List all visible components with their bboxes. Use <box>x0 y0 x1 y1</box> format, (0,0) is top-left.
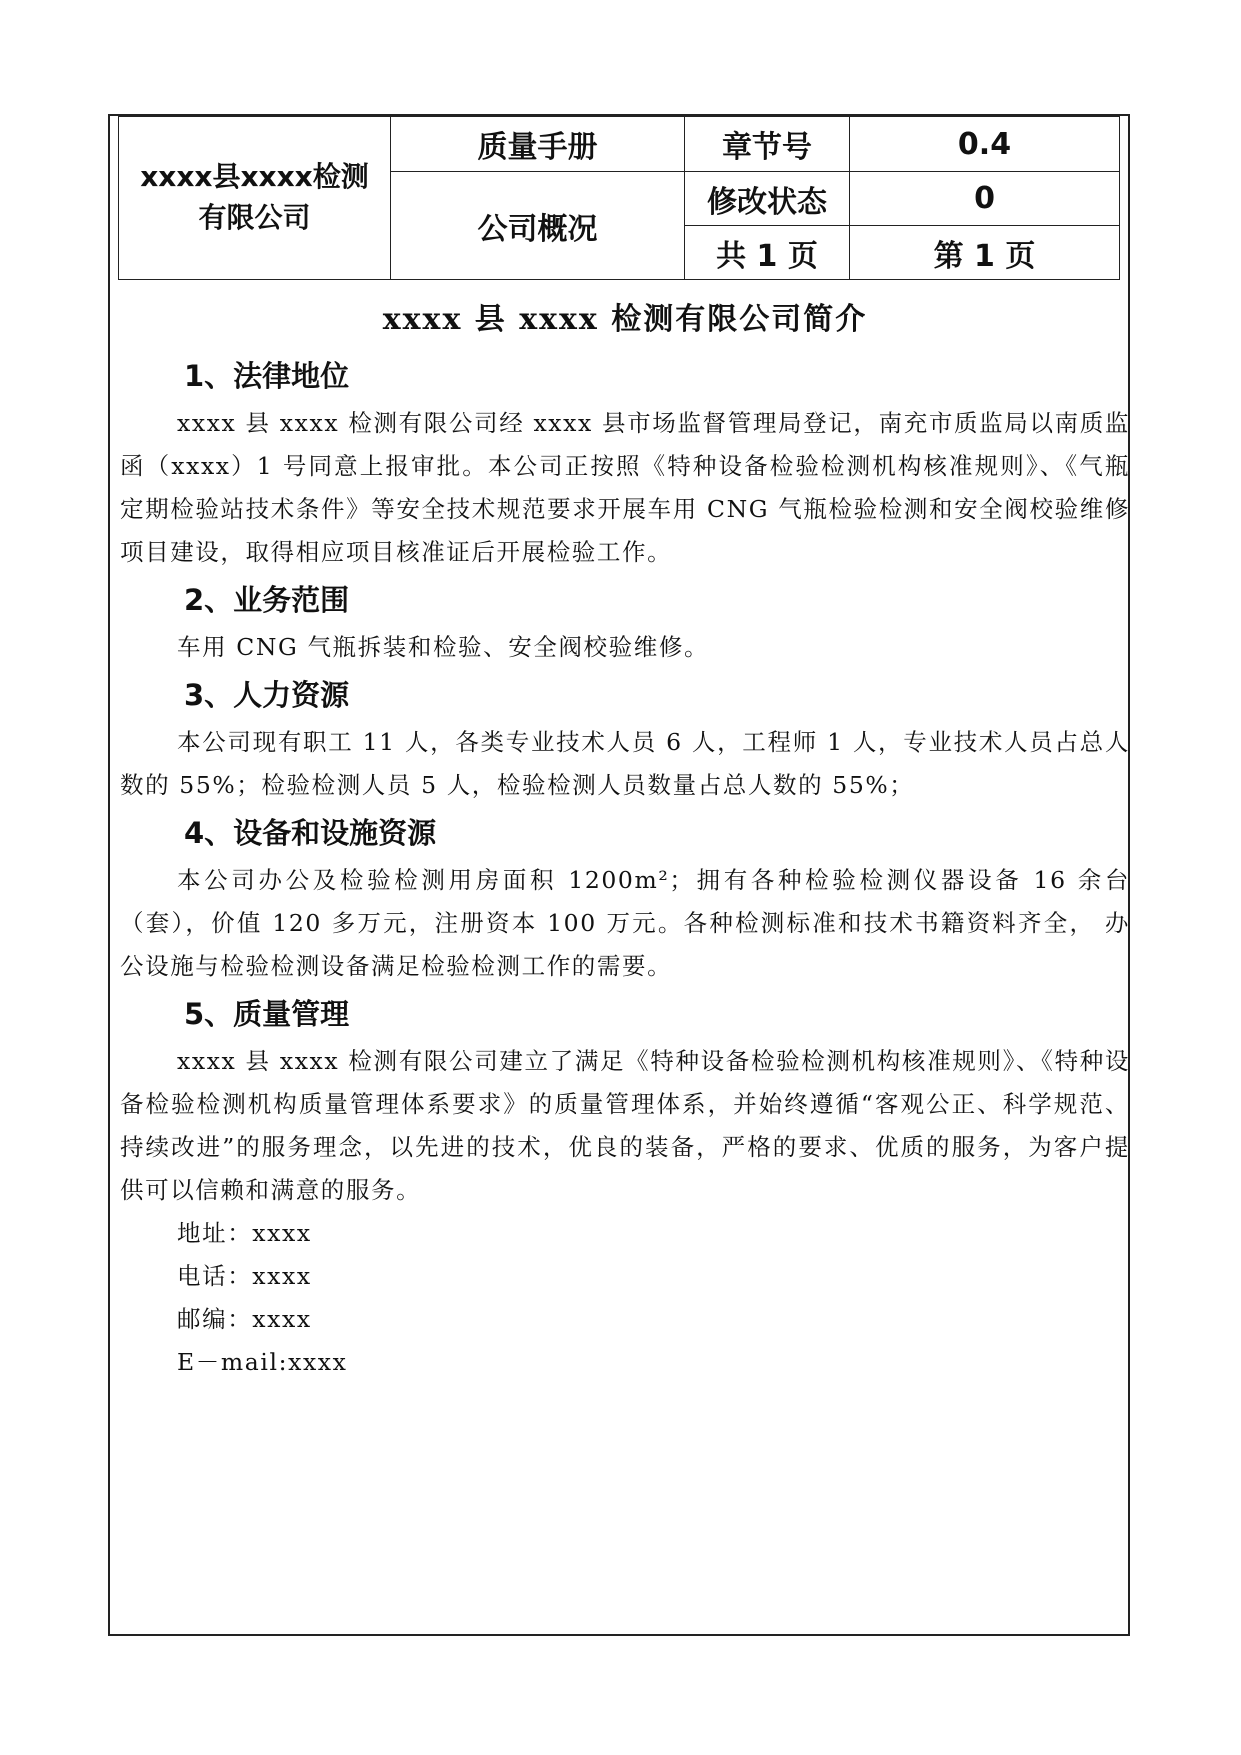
total-pages-cell: 共 1 页 <box>685 226 850 280</box>
manual-title-cell: 质量手册 <box>391 117 685 172</box>
document-title: xxxx 县 xxxx 检测有限公司简介 <box>382 302 868 337</box>
subject-cell: 公司概况 <box>391 172 685 280</box>
section-heading-quality-management: 5、质量管理 <box>184 997 350 1031</box>
section-heading-business-scope: 2、业务范围 <box>184 583 350 617</box>
header-table <box>118 116 1120 280</box>
contact-postcode: 邮编：xxxx <box>177 1305 312 1333</box>
section-heading-legal-status: 1、法律地位 <box>184 359 350 393</box>
contact-address: 地址：xxxx <box>177 1219 312 1247</box>
document-body <box>120 282 1130 1384</box>
revision-label-cell: 修改状态 <box>685 172 850 226</box>
contact-phone: 电话：xxxx <box>177 1262 312 1290</box>
section-heading-human-resources: 3、人力资源 <box>184 678 350 712</box>
company-name-cell: xxxx县xxxx检测有限公司 <box>119 117 391 280</box>
section-paragraph-quality-management: xxxx 县 xxxx 检测有限公司建立了满足《特种设备检验检测机构核准规则》、《特种设备检验检测机构质量管理体系要求》的质量管理体系，并始终遵循“客观公正、科学规范、持续改进”的服务理念，以先进的技术，优良的装备，严格的要求、优质的服务，为客户提供可以信赖和满意的服务。 <box>120 1047 1130 1204</box>
chapter-value-cell: 0.4 <box>850 117 1120 172</box>
section-paragraph-human-resources: 本公司现有职工 11 人，各类专业技术人员 6 人，工程师 1 人，专业技术人员占总人数的 55%；检验检测人员 5 人，检验检测人员数量占总人数的 55%； <box>120 728 1130 799</box>
section-heading-equipment: 4、设备和设施资源 <box>184 816 437 850</box>
contact-email: E－mail:xxxx <box>177 1348 348 1376</box>
section-paragraph-equipment: 本公司办公及检验检测用房面积 1200m²；拥有各种检验检测仪器设备 16 余台（套），价值 120 多万元，注册资本 100 万元。各种检测标准和技术书籍资料齐全， 办公设施与检验检测设备满足检验检测工作的需要。 <box>120 866 1130 980</box>
chapter-label-cell: 章节号 <box>685 117 850 172</box>
section-paragraph-business-scope: 车用 CNG 气瓶拆装和检验、安全阀校验维修。 <box>177 633 710 661</box>
section-paragraph-legal-status: xxxx 县 xxxx 检测有限公司经 xxxx 县市场监督管理局登记，南充市质监局以南质监函（xxxx）1 号同意上报审批。本公司正按照《特种设备检验检测机构核准规则》、《气瓶定期检验站技术条件》等安全技术规范要求开展车用 CNG 气瓶检验检测和安全阀校验维修项目建设，取得相应项目核准证后开展检验工作。 <box>120 409 1130 566</box>
revision-value-cell: 0 <box>850 172 1120 226</box>
page-number-cell: 第 1 页 <box>850 226 1120 280</box>
